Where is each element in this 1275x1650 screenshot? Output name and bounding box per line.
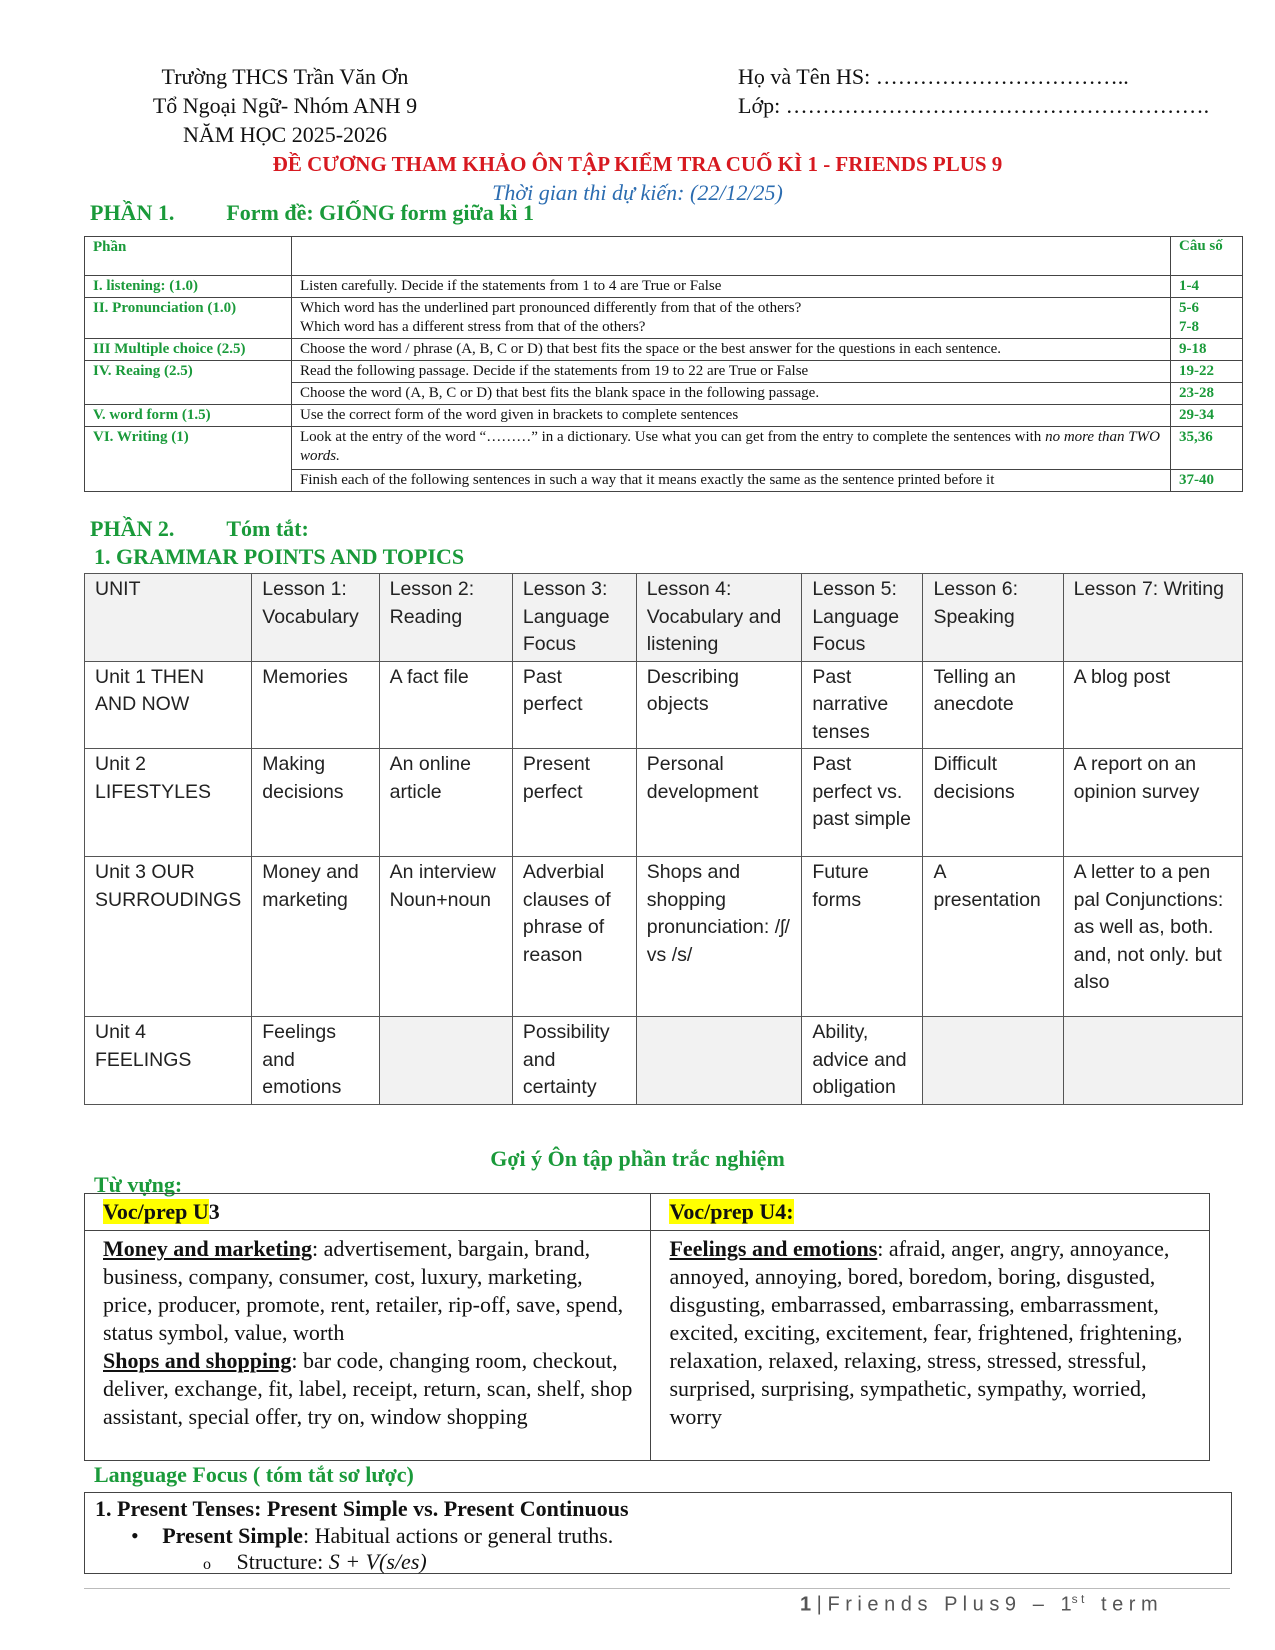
language-focus-box (84, 1492, 1232, 1574)
table-row: I. listening: (1.0) Listen carefully. Decide if the statements from 1 to 4 are True or False 1-4 (85, 276, 1243, 298)
bullet-icon: • (131, 1523, 139, 1548)
col-header-part: Phần (85, 237, 292, 276)
u4-topic-feelings: Feelings and emotions (669, 1236, 878, 1261)
structure-item: o Structure: S + V(s/es) (203, 1549, 427, 1574)
table-header-row: Voc/prep U3 Voc/prep U4: (85, 1194, 1210, 1231)
u3-topic-shops: Shops and shopping (103, 1348, 292, 1373)
school-year: NĂM HỌC 2025-2026 (182, 122, 388, 147)
part2-number: PHẦN 2. (90, 516, 175, 541)
part2-title: Tóm tắt: (226, 516, 309, 541)
u3-topic-money: Money and marketing (103, 1236, 312, 1261)
table-row: VI. Writing (1) Look at the entry of the word “………” in a dictionary. Use what you can get from the entry to complete the sentences with no more than TWO words. 35,36 (85, 427, 1243, 470)
student-info (738, 62, 1209, 120)
grammar-topics-table (84, 573, 1243, 1105)
table-row: Finish each of the following sentences in such a way that it means exactly the same as the sentence printed before it 37-40 (85, 470, 1243, 492)
department-name: Tổ Ngoại Ngữ- Nhóm ANH 9 (152, 93, 418, 118)
table-row: Unit 3 OUR SURROUDINGS Money and marketing An interview Noun+noun Adverbial clauses of phrase of reason Shops and shopping pronunciation: /ʃ/ vs /s/ Future forms A presentation A letter to a pen pal Conjunctions: as well as, both. and, not only. but also (85, 857, 1243, 1017)
circle-bullet-icon: o (203, 1556, 211, 1573)
exam-date: Thời gian thi dự kiến: (22/12/25) (492, 180, 783, 205)
table-row: V. word form (1.5) Use the correct form of the word given in brackets to complete sentences 29-34 (85, 405, 1243, 427)
table-row: Choose the word (A, B, C or D) that best fits the blank space in the following passage. 23-28 (85, 383, 1243, 405)
student-class-line: Lớp: …………………………………………………. (738, 93, 1210, 118)
table-row: IV. Reaing (2.5) Read the following passage. Decide if the statements from 19 to 22 are True or False 19-22 (85, 361, 1243, 383)
exam-format-table (84, 236, 1243, 492)
present-simple-item: • Present Simple: Habitual actions or general truths. (131, 1523, 614, 1548)
table-row: Money and marketing: advertisement, bargain, brand, business, company, consumer, cost, luxury, marketing, price, producer, promote, rent, retailer, rip-off, save, spend, status symbol, value, worth Shops and shopping: bar code, changing room, checkout, deliver, exchange, fit, label, receipt, return, scan, shelf, shop assistant, special offer, try on, window shopping Feelings and emotions: afraid, anger, angry, annoyance, annoyed, annoying, bored, boredom, boring, disgusted, disgusting, embarrassed, embarrassing, embarrassment, excited, exciting, excitement, fear, frightened, frightening, relaxation, relaxed, relaxing, stress, stressed, stressful, surprised, surprising, sympathetic, sympathy, worried, worry (85, 1231, 1210, 1461)
student-name-line: Họ và Tên HS: …………………………….. (738, 64, 1129, 89)
col-header-num: Câu số (1171, 237, 1243, 276)
footer-divider (84, 1588, 1230, 1589)
vocabulary-table (84, 1193, 1210, 1461)
review-heading: Gợi ý Ôn tập phần trắc nghiệm (490, 1146, 785, 1171)
part2-heading (90, 516, 309, 542)
document-title: ĐỀ CƯƠNG THAM KHẢO ÔN TẬP KIỂM TRA CUỐ KÌ 1 - FRIENDS PLUS 9 (272, 152, 1003, 176)
page-footer: 1 | F r i e n d s P l u s $9 - 1^{s t}$ t e r m (800, 1592, 1158, 1616)
col-header-desc (292, 237, 1171, 276)
table-row: II. Pronunciation (1.0) Which word has the underlined part pronounced differently from that of the others? Which word has a different stress from that of the others? 5-6 7-8 (85, 298, 1243, 339)
part1-number: PHẦN 1. (90, 200, 175, 225)
table-row: Unit 2 LIFESTYLES Making decisions An online article Present perfect Personal development Past perfect vs. past simple Difficult decisions A report on an opinion survey (85, 749, 1243, 857)
table-row: III Multiple choice (2.5) Choose the word / phrase (A, B, C or D) that best fits the space or the best answer for the questions in each sentence. 9-18 (85, 339, 1243, 361)
language-focus-heading: Language Focus ( tóm tắt sơ lược) (94, 1462, 414, 1487)
u4-title: Voc/prep U4: (669, 1199, 794, 1224)
part1-title: Form đề: GIỐNG form giữa kì 1 (226, 200, 535, 225)
table-header-row: UNIT Lesson 1: Vocabulary Lesson 2: Reading Lesson 3: Language Focus Lesson 4: Vocabulary and listening Lesson 5: Language Focus Lesson 6: Speaking Lesson 7: Writing (85, 574, 1243, 662)
part1-heading (90, 200, 534, 226)
page-number: 1 (800, 1593, 812, 1616)
school-name: Trường THCS Trần Văn Ơn (161, 64, 409, 89)
present-tenses-heading: 1. Present Tenses: Present Simple vs. Present Continuous (95, 1496, 629, 1521)
grammar-subheading: 1. GRAMMAR POINTS AND TOPICS (94, 544, 465, 569)
u3-title: Voc/prep U (103, 1199, 209, 1224)
table-row: Unit 4 FEELINGS Feelings and emotions Possibility and certainty Ability, advice and obligation (85, 1017, 1243, 1105)
vocab-label: Từ vựng: (94, 1172, 183, 1197)
school-header (125, 62, 445, 149)
table-row: Unit 1 THEN AND NOW Memories A fact file Past perfect Describing objects Past narrative tenses Telling an anecdote A blog post (85, 661, 1243, 749)
